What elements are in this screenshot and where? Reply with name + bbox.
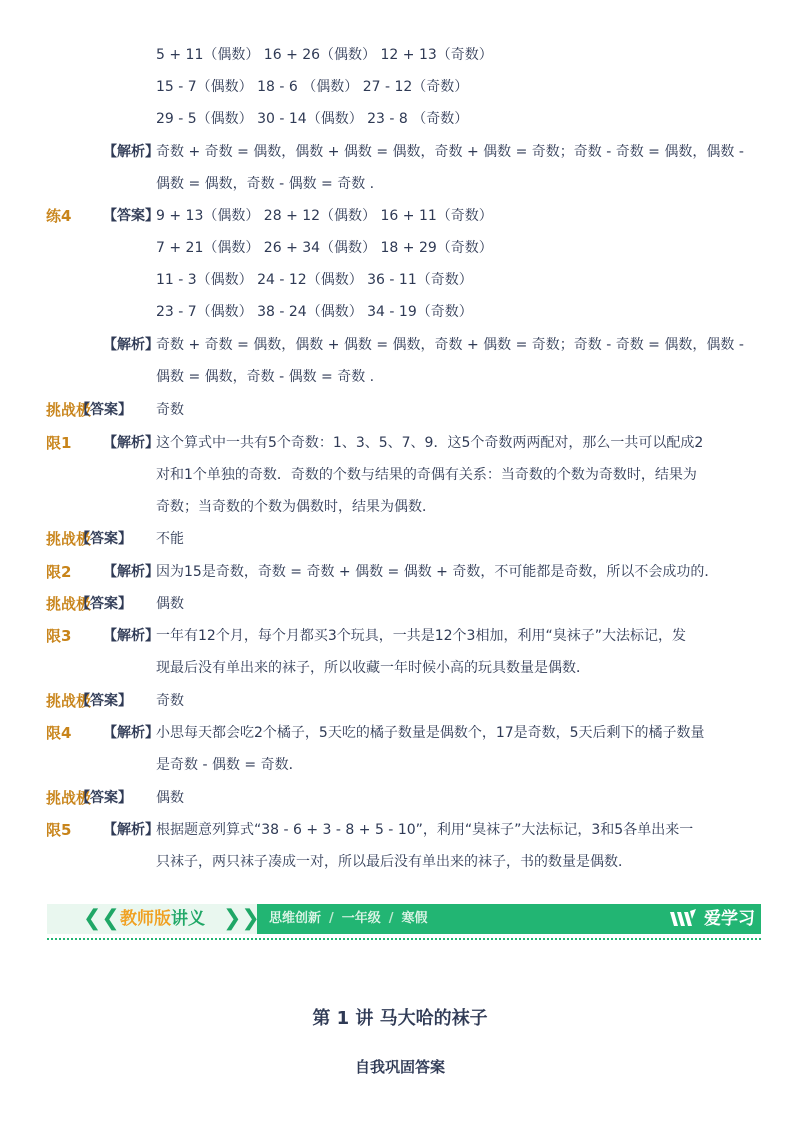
answer-row: 7 + 21（偶数） 26 + 34（偶数） 18 + 29（奇数） bbox=[156, 240, 493, 256]
exercise-label: 练4 bbox=[46, 207, 72, 225]
analysis-line: 奇数 + 奇数 = 偶数，偶数 + 偶数 = 偶数，奇数 + 偶数 = 奇数；奇数 - 奇数 = 偶数，偶数 - bbox=[156, 144, 744, 160]
answer-tag: 【答案】 bbox=[76, 693, 132, 709]
banner-separator: / bbox=[388, 911, 394, 926]
brand-name: 爱学习 bbox=[704, 909, 755, 929]
answer-row: 9 + 13（偶数） 28 + 12（偶数） 16 + 11（奇数） bbox=[156, 208, 493, 224]
double-chevron-left-icon: ❮❮ bbox=[83, 906, 120, 931]
challenge-label: 挑战极 bbox=[46, 530, 92, 548]
challenge-answer: 不能 bbox=[156, 531, 184, 547]
challenge-answer: 奇数 bbox=[156, 693, 184, 709]
analysis-line: 这个算式中一共有5个奇数：1、3、5、7、9．这5个奇数两两配对，那么一共可以配成2 bbox=[156, 435, 704, 451]
analysis-line: 奇数；当奇数的个数为偶数时，结果为偶数． bbox=[156, 499, 436, 515]
analysis-tag: 【解析】 bbox=[103, 822, 159, 838]
answer-row: 5 + 11（偶数） 16 + 26（偶数） 12 + 13（奇数） bbox=[156, 47, 493, 63]
analysis-line: 是奇数 - 偶数 = 奇数． bbox=[156, 757, 303, 773]
banner-sub-item: 思维创新 bbox=[269, 911, 322, 926]
double-chevron-right-icon: ❯❯ bbox=[223, 906, 260, 931]
banner-sub-item: 寒假 bbox=[401, 911, 428, 926]
analysis-line: 偶数 = 偶数，奇数 - 偶数 = 奇数 . bbox=[156, 176, 375, 192]
lecture-title: 第 1 讲 马大哈的袜子 bbox=[312, 1008, 488, 1029]
banner-separator: / bbox=[329, 911, 334, 926]
answer-row: 11 - 3（偶数） 24 - 12（偶数） 36 - 11（奇数） bbox=[156, 272, 473, 288]
challenge-number: 限1 bbox=[46, 434, 72, 452]
banner-title-accent: 讲义 bbox=[171, 909, 205, 929]
challenge-answer: 偶数 bbox=[156, 790, 184, 806]
answer-tag: 【答案】 bbox=[76, 790, 132, 806]
challenge-label: 挑战极 bbox=[46, 789, 92, 807]
brand-logo-icon bbox=[670, 909, 700, 929]
answer-tag: 【答案】 bbox=[76, 596, 132, 612]
analysis-line: 小思每天都会吃2个橘子，5天吃的橘子数量是偶数个，17是奇数，5天后剩下的橘子数量 bbox=[156, 725, 705, 741]
brand-logo bbox=[670, 907, 755, 931]
analysis-tag: 【解析】 bbox=[103, 144, 159, 160]
banner-dotted-divider bbox=[47, 938, 761, 940]
challenge-number: 限5 bbox=[46, 821, 72, 839]
challenge-number: 限4 bbox=[46, 724, 72, 742]
analysis-tag: 【解析】 bbox=[103, 337, 159, 353]
answer-tag: 【答案】 bbox=[76, 531, 132, 547]
analysis-line: 只袜子，两只袜子凑成一对，所以最后没有单出来的袜子，书的数量是偶数． bbox=[156, 854, 632, 870]
analysis-line: 因为15是奇数，奇数 = 奇数 + 偶数 = 偶数 + 奇数，不可能都是奇数，所以不会成功的． bbox=[156, 564, 719, 580]
analysis-line: 一年有12个月，每个月都买3个玩具，一共是12个3相加，利用“臭袜子”大法标记，发 bbox=[156, 628, 686, 644]
analysis-line: 根据题意列算式“38 - 6 + 3 - 8 + 5 - 10”，利用“臭袜子”大法标记，3和5各单出来一 bbox=[156, 822, 694, 838]
banner-sub-item: 一年级 bbox=[341, 911, 381, 926]
challenge-label: 挑战极 bbox=[46, 692, 92, 710]
challenge-number: 限2 bbox=[46, 563, 72, 581]
answer-tag: 【答案】 bbox=[76, 402, 132, 418]
banner-title bbox=[120, 908, 205, 930]
analysis-tag: 【解析】 bbox=[103, 564, 159, 580]
analysis-line: 现最后没有单出来的袜子，所以收藏一年时候小高的玩具数量是偶数． bbox=[156, 660, 590, 676]
answer-row: 23 - 7（偶数） 38 - 24（偶数） 34 - 19（奇数） bbox=[156, 304, 473, 320]
challenge-label: 挑战极 bbox=[46, 401, 92, 419]
page-banner bbox=[47, 904, 761, 934]
answer-row: 15 - 7（偶数） 18 - 6 （偶数） 27 - 12（奇数） bbox=[156, 79, 469, 95]
analysis-tag: 【解析】 bbox=[103, 725, 159, 741]
analysis-tag: 【解析】 bbox=[103, 628, 159, 644]
analysis-line: 对和1个单独的奇数．奇数的个数与结果的奇偶有关系：当奇数的个数为奇数时，结果为 bbox=[156, 467, 697, 483]
answer-tag: 【答案】 bbox=[103, 208, 159, 224]
answer-row: 29 - 5（偶数） 30 - 14（偶数） 23 - 8 （奇数） bbox=[156, 111, 469, 127]
banner-title-main: 教师版 bbox=[120, 909, 171, 929]
section-subtitle: 自我巩固答案 bbox=[354, 1058, 445, 1076]
analysis-line: 偶数 = 偶数，奇数 - 偶数 = 奇数 . bbox=[156, 369, 375, 385]
analysis-tag: 【解析】 bbox=[103, 435, 159, 451]
challenge-number: 限3 bbox=[46, 627, 72, 645]
challenge-answer: 奇数 bbox=[156, 402, 184, 418]
challenge-answer: 偶数 bbox=[156, 596, 184, 612]
banner-subtitle bbox=[269, 910, 428, 928]
analysis-line: 奇数 + 奇数 = 偶数，偶数 + 偶数 = 偶数，奇数 + 偶数 = 奇数；奇数 - 奇数 = 偶数，偶数 - bbox=[156, 337, 744, 353]
challenge-label: 挑战极 bbox=[46, 595, 92, 613]
